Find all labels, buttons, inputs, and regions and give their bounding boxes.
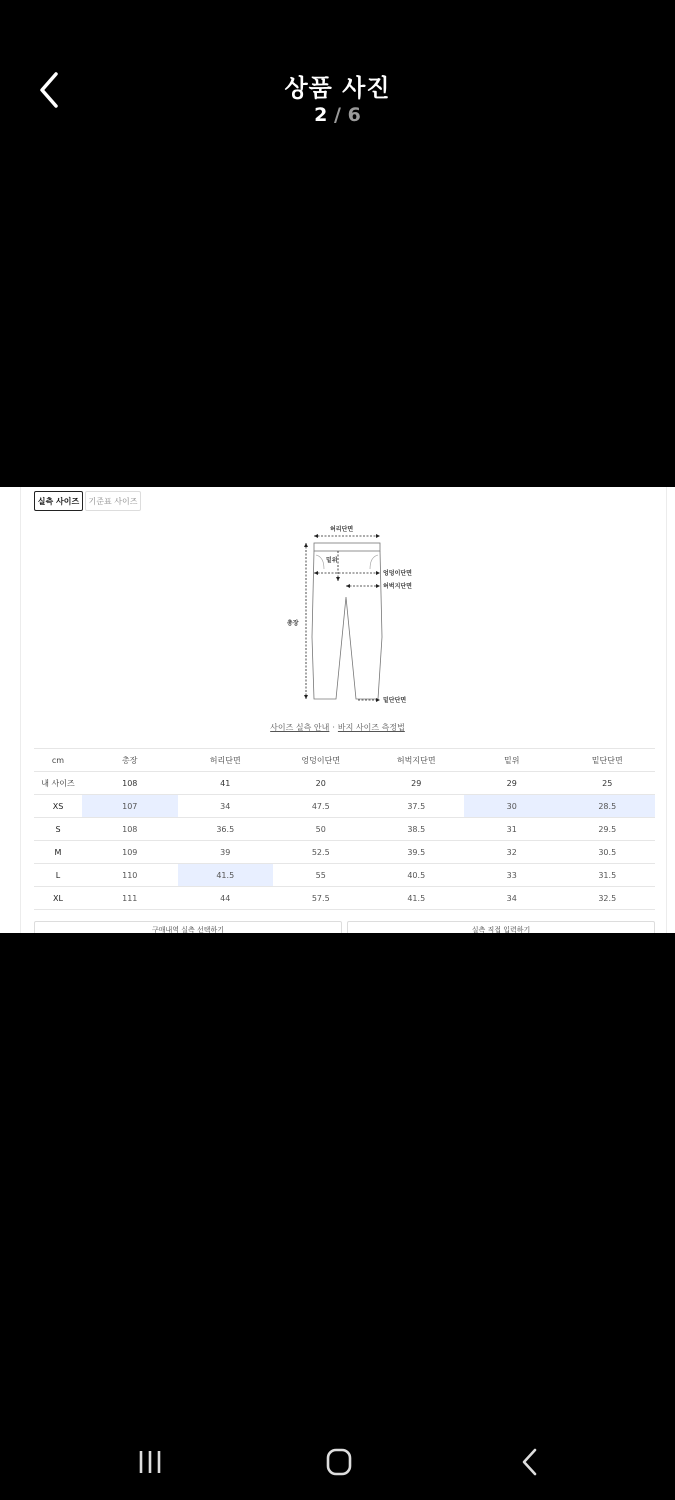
table-header: 밑위 bbox=[464, 749, 560, 772]
table-cell: 25 bbox=[560, 772, 656, 795]
link-divider: · bbox=[332, 723, 335, 732]
table-cell: 34 bbox=[464, 887, 560, 910]
table-cell: 39.5 bbox=[369, 841, 465, 864]
table-cell-highlight: 41.5 bbox=[178, 864, 274, 887]
viewer-header bbox=[0, 0, 675, 140]
table-cell: 29 bbox=[464, 772, 560, 795]
table-header: 허벅지단면 bbox=[369, 749, 465, 772]
tab-standard-size[interactable]: 기준표 사이즈 bbox=[85, 491, 141, 511]
label-thigh: 허벅지단면 bbox=[383, 583, 412, 590]
image-counter bbox=[0, 104, 675, 126]
table-row bbox=[34, 887, 655, 910]
label-hem: 밑단단면 bbox=[383, 697, 407, 704]
table-row bbox=[34, 841, 655, 864]
table-cell: 41 bbox=[178, 772, 274, 795]
frame-line-left bbox=[20, 487, 21, 933]
measure-guide-links bbox=[0, 722, 675, 733]
table-cell: 31 bbox=[464, 818, 560, 841]
table-header: 밑단단면 bbox=[560, 749, 656, 772]
frame-line-right bbox=[666, 487, 667, 933]
table-cell: XS bbox=[34, 795, 82, 818]
table-header: cm bbox=[34, 749, 82, 772]
table-cell: 39 bbox=[178, 841, 274, 864]
table-header-row bbox=[34, 749, 655, 772]
select-purchase-measure-button[interactable]: 구매내역 실측 선택하기 bbox=[34, 921, 342, 933]
pants-diagram bbox=[270, 517, 450, 707]
table-row-my-size bbox=[34, 772, 655, 795]
table-cell: 34 bbox=[178, 795, 274, 818]
table-cell: 38.5 bbox=[369, 818, 465, 841]
size-table bbox=[34, 748, 655, 910]
label-rise: 밑위 bbox=[326, 557, 338, 564]
table-cell: L bbox=[34, 864, 82, 887]
tab-measured-size[interactable]: 실측 사이즈 bbox=[34, 491, 83, 511]
table-cell: 108 bbox=[82, 818, 178, 841]
table-cell: 40.5 bbox=[369, 864, 465, 887]
table-cell: 32 bbox=[464, 841, 560, 864]
table-cell: 31.5 bbox=[560, 864, 656, 887]
table-cell: 109 bbox=[82, 841, 178, 864]
table-cell: 37.5 bbox=[369, 795, 465, 818]
table-row bbox=[34, 864, 655, 887]
table-cell: 33 bbox=[464, 864, 560, 887]
home-button[interactable] bbox=[317, 1442, 361, 1482]
table-cell: 30.5 bbox=[560, 841, 656, 864]
table-cell: 36.5 bbox=[178, 818, 274, 841]
home-icon bbox=[317, 1442, 361, 1482]
table-cell: 55 bbox=[273, 864, 369, 887]
total-pages: 6 bbox=[347, 104, 361, 126]
table-cell: XL bbox=[34, 887, 82, 910]
table-cell: 50 bbox=[273, 818, 369, 841]
nav-back-button[interactable] bbox=[508, 1442, 552, 1482]
table-cell: 57.5 bbox=[273, 887, 369, 910]
recents-icon bbox=[128, 1442, 172, 1482]
table-cell-highlight: 30 bbox=[464, 795, 560, 818]
system-navbar bbox=[0, 1420, 675, 1500]
table-cell: 내 사이즈 bbox=[34, 772, 82, 795]
table-cell: 110 bbox=[82, 864, 178, 887]
table-header: 허리단면 bbox=[178, 749, 274, 772]
back-icon bbox=[508, 1442, 552, 1482]
table-cell: S bbox=[34, 818, 82, 841]
size-guide-link[interactable]: 사이즈 실측 안내 bbox=[270, 723, 330, 732]
enter-measure-button[interactable]: 실측 직접 입력하기 bbox=[347, 921, 655, 933]
table-header: 총장 bbox=[82, 749, 178, 772]
table-cell: 111 bbox=[82, 887, 178, 910]
recents-button[interactable] bbox=[128, 1442, 172, 1482]
product-image[interactable] bbox=[0, 487, 675, 933]
table-cell: 32.5 bbox=[560, 887, 656, 910]
label-waist: 허리단면 bbox=[330, 526, 354, 533]
page-title: 상품 사진 bbox=[284, 74, 391, 102]
pants-measure-link[interactable]: 바지 사이즈 측정법 bbox=[337, 723, 405, 732]
table-cell-highlight: 28.5 bbox=[560, 795, 656, 818]
table-row bbox=[34, 818, 655, 841]
pants-illustration bbox=[270, 517, 450, 707]
table-cell-highlight: 107 bbox=[82, 795, 178, 818]
page-separator: / bbox=[334, 104, 341, 126]
table-header: 엉덩이단면 bbox=[273, 749, 369, 772]
table-cell: M bbox=[34, 841, 82, 864]
table-cell: 20 bbox=[273, 772, 369, 795]
table-cell: 29.5 bbox=[560, 818, 656, 841]
label-hip: 엉덩이단면 bbox=[383, 570, 412, 577]
label-length: 총장 bbox=[287, 620, 299, 627]
current-page: 2 bbox=[314, 104, 328, 126]
table-cell: 44 bbox=[178, 887, 274, 910]
table-row bbox=[34, 795, 655, 818]
table-cell: 29 bbox=[369, 772, 465, 795]
table-cell: 47.5 bbox=[273, 795, 369, 818]
table-cell: 108 bbox=[82, 772, 178, 795]
table-cell: 52.5 bbox=[273, 841, 369, 864]
table-cell: 41.5 bbox=[369, 887, 465, 910]
